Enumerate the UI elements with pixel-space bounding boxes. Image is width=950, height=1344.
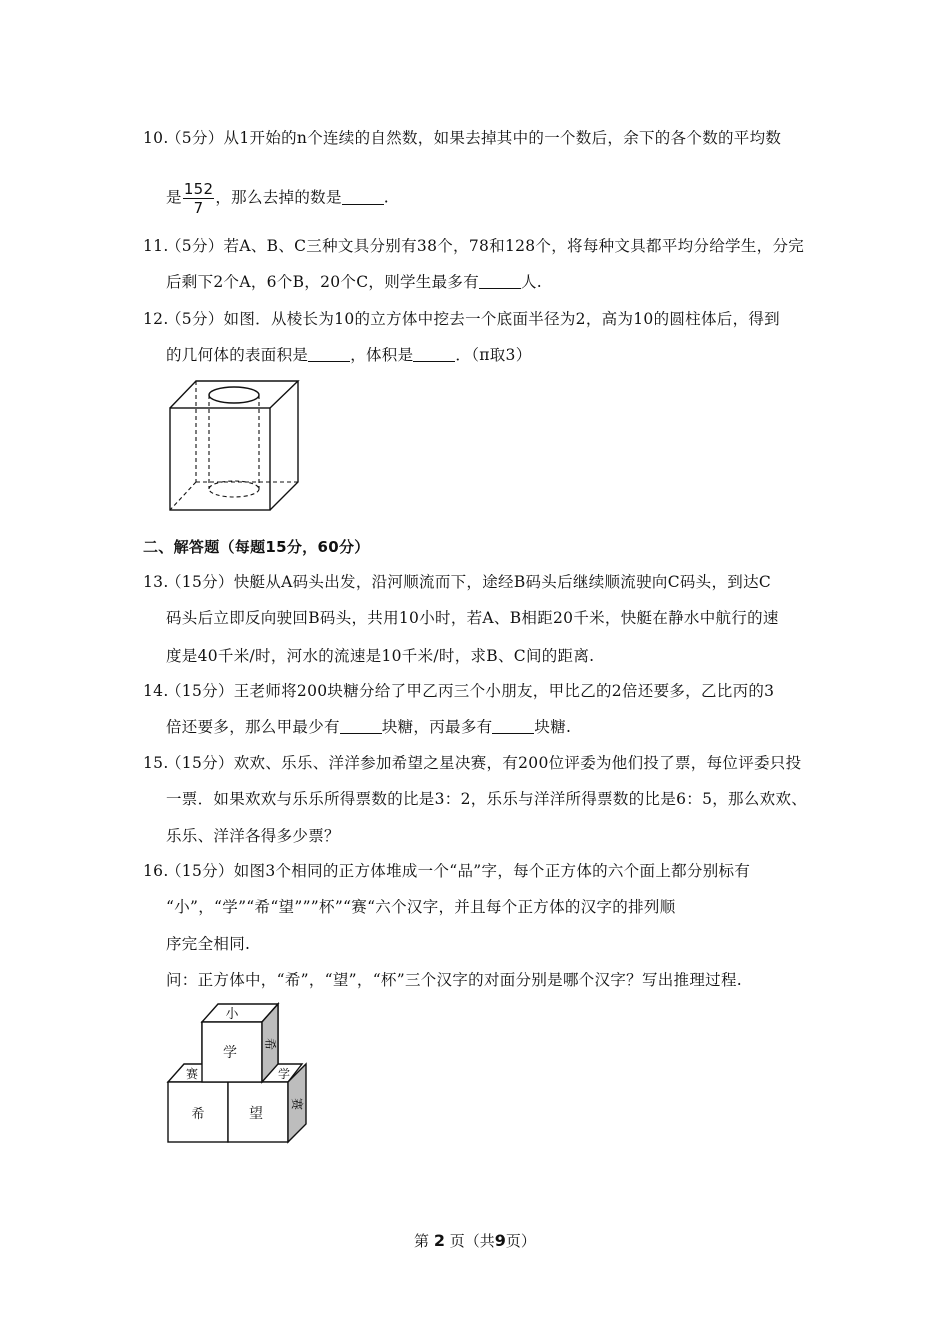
- q16-line2: “小”，“学”“希“望”””杯”“赛“六个汉字，并且每个正方体的汉字的排列顺: [166, 898, 676, 916]
- q14-line2-b: 块糖，丙最多有: [381, 718, 493, 736]
- footer-pre: 第: [414, 1232, 430, 1250]
- answer-blank: [342, 190, 384, 205]
- cube-top-face: [170, 381, 298, 408]
- cylinder-top-ellipse: [209, 387, 259, 403]
- label-top-side: 希: [263, 1037, 277, 1051]
- q10-line2-end: .: [383, 188, 389, 207]
- q12-number: 12.: [143, 310, 169, 328]
- q10-line2-post: ，那么去掉的数是: [215, 188, 342, 207]
- q13-line1: （15分）快艇从A码头出发，沿河顺流而下，途经B码头后继续顺流驶向C码头，到达C: [166, 573, 772, 591]
- answer-blank: [413, 347, 455, 362]
- q15-line2: 一票．如果欢欢与乐乐所得票数的比是3：2，乐乐与洋洋所得票数的比是6：5，那么欢欢、: [166, 790, 808, 808]
- q11-number: 11.: [143, 237, 169, 255]
- label-left-top: 赛: [185, 1067, 199, 1081]
- q14-number: 14.: [143, 682, 169, 700]
- q10-line2-pre: 是: [166, 188, 182, 207]
- answer-blank: [479, 274, 521, 289]
- q11-line2: [166, 272, 542, 292]
- q14-line2-c: 块糖.: [534, 718, 572, 736]
- label-left-front: 希: [191, 1107, 205, 1122]
- q10-number: 10.: [143, 129, 169, 147]
- q12-line2-a: 的几何体的表面积是: [166, 346, 309, 364]
- q16-line4: 问：正方体中，“希”，“望”，“杯”三个汉字的对面分别是哪个汉字？写出推理过程.: [166, 971, 742, 989]
- q14-line2: [166, 717, 571, 737]
- hidden-edge: [170, 482, 196, 510]
- q13-line3: 度是40千米/时，河水的流速是10千米/时，求B、C间的距离.: [166, 647, 595, 665]
- footer-mid: 页（共: [449, 1232, 495, 1250]
- q14-line1: （15分）王老师将200块糖分给了甲乙丙三个小朋友，甲比乙的2倍还要多，乙比丙的3: [166, 682, 775, 700]
- fraction-denominator: 7: [193, 199, 204, 217]
- q16-number: 16.: [143, 862, 169, 880]
- q12-line1: （5分）如图．从棱长为10的立方体中挖去一个底面半径为2，高为10的圆柱体后，得到: [166, 310, 780, 328]
- answer-blank: [492, 719, 534, 734]
- label-top-front: 学: [223, 1045, 237, 1061]
- total-pages: 9: [494, 1231, 506, 1250]
- section-heading: 二、解答题（每题15分，60分）: [143, 538, 370, 556]
- page-number: 2: [433, 1231, 445, 1250]
- q13-number: 13.: [143, 573, 169, 591]
- q11-line2-text: 后剩下2个A，6个B，20个C，则学生最多有: [166, 273, 479, 291]
- answer-blank: [308, 347, 350, 362]
- stacked-cubes-figure: [160, 998, 320, 1148]
- label-right-side: 赛: [290, 1097, 304, 1111]
- label-right-top: 学: [277, 1067, 291, 1081]
- q16-line1: （15分）如图3个相同的正方体堆成一个“品”字，每个正方体的六个面上都分别标有: [166, 862, 751, 880]
- cylinder-bottom-ellipse: [209, 481, 259, 497]
- cube-cylinder-figure: [164, 378, 304, 514]
- footer-post: 页）: [505, 1232, 536, 1250]
- q11-line1: （5分）若A、B、C三种文具分别有38个，78和128个，将每种文具都平均分给学生，分完: [166, 237, 805, 255]
- q15-line1: （15分）欢欢、乐乐、洋洋参加希望之星决赛，有200位评委为他们投了票，每位评委只投: [166, 754, 802, 772]
- page-footer: [0, 1230, 950, 1251]
- q12-line2: [166, 345, 532, 365]
- q13-line2: 码头后立即反向驶回B码头，共用10小时，若A、B相距20千米，快艇在静水中航行的速: [166, 609, 779, 627]
- q15-number: 15.: [143, 754, 169, 772]
- fraction-numerator: 152: [183, 180, 214, 198]
- q10-line1: （5分）从1开始的n个连续的自然数，如果去掉其中的一个数后，余下的各个数的平均数: [166, 129, 782, 147]
- answer-blank: [340, 719, 382, 734]
- q14-line2-a: 倍还要多，那么甲最少有: [166, 718, 340, 736]
- q16-line3: 序完全相同.: [166, 935, 251, 953]
- label-top-top: 小: [225, 1007, 239, 1022]
- cube-front-face: [170, 408, 270, 510]
- cube-right-face: [270, 381, 298, 510]
- q15-line3: 乐乐、洋洋各得多少票？: [166, 827, 340, 845]
- q12-line2-c: ．（π取3）: [455, 346, 532, 364]
- q11-line2-end: 人.: [521, 273, 543, 291]
- q10-line2: [166, 180, 389, 217]
- label-right-front: 望: [249, 1106, 263, 1122]
- fraction-152-7: [183, 180, 215, 217]
- q12-line2-b: ，体积是: [350, 346, 414, 364]
